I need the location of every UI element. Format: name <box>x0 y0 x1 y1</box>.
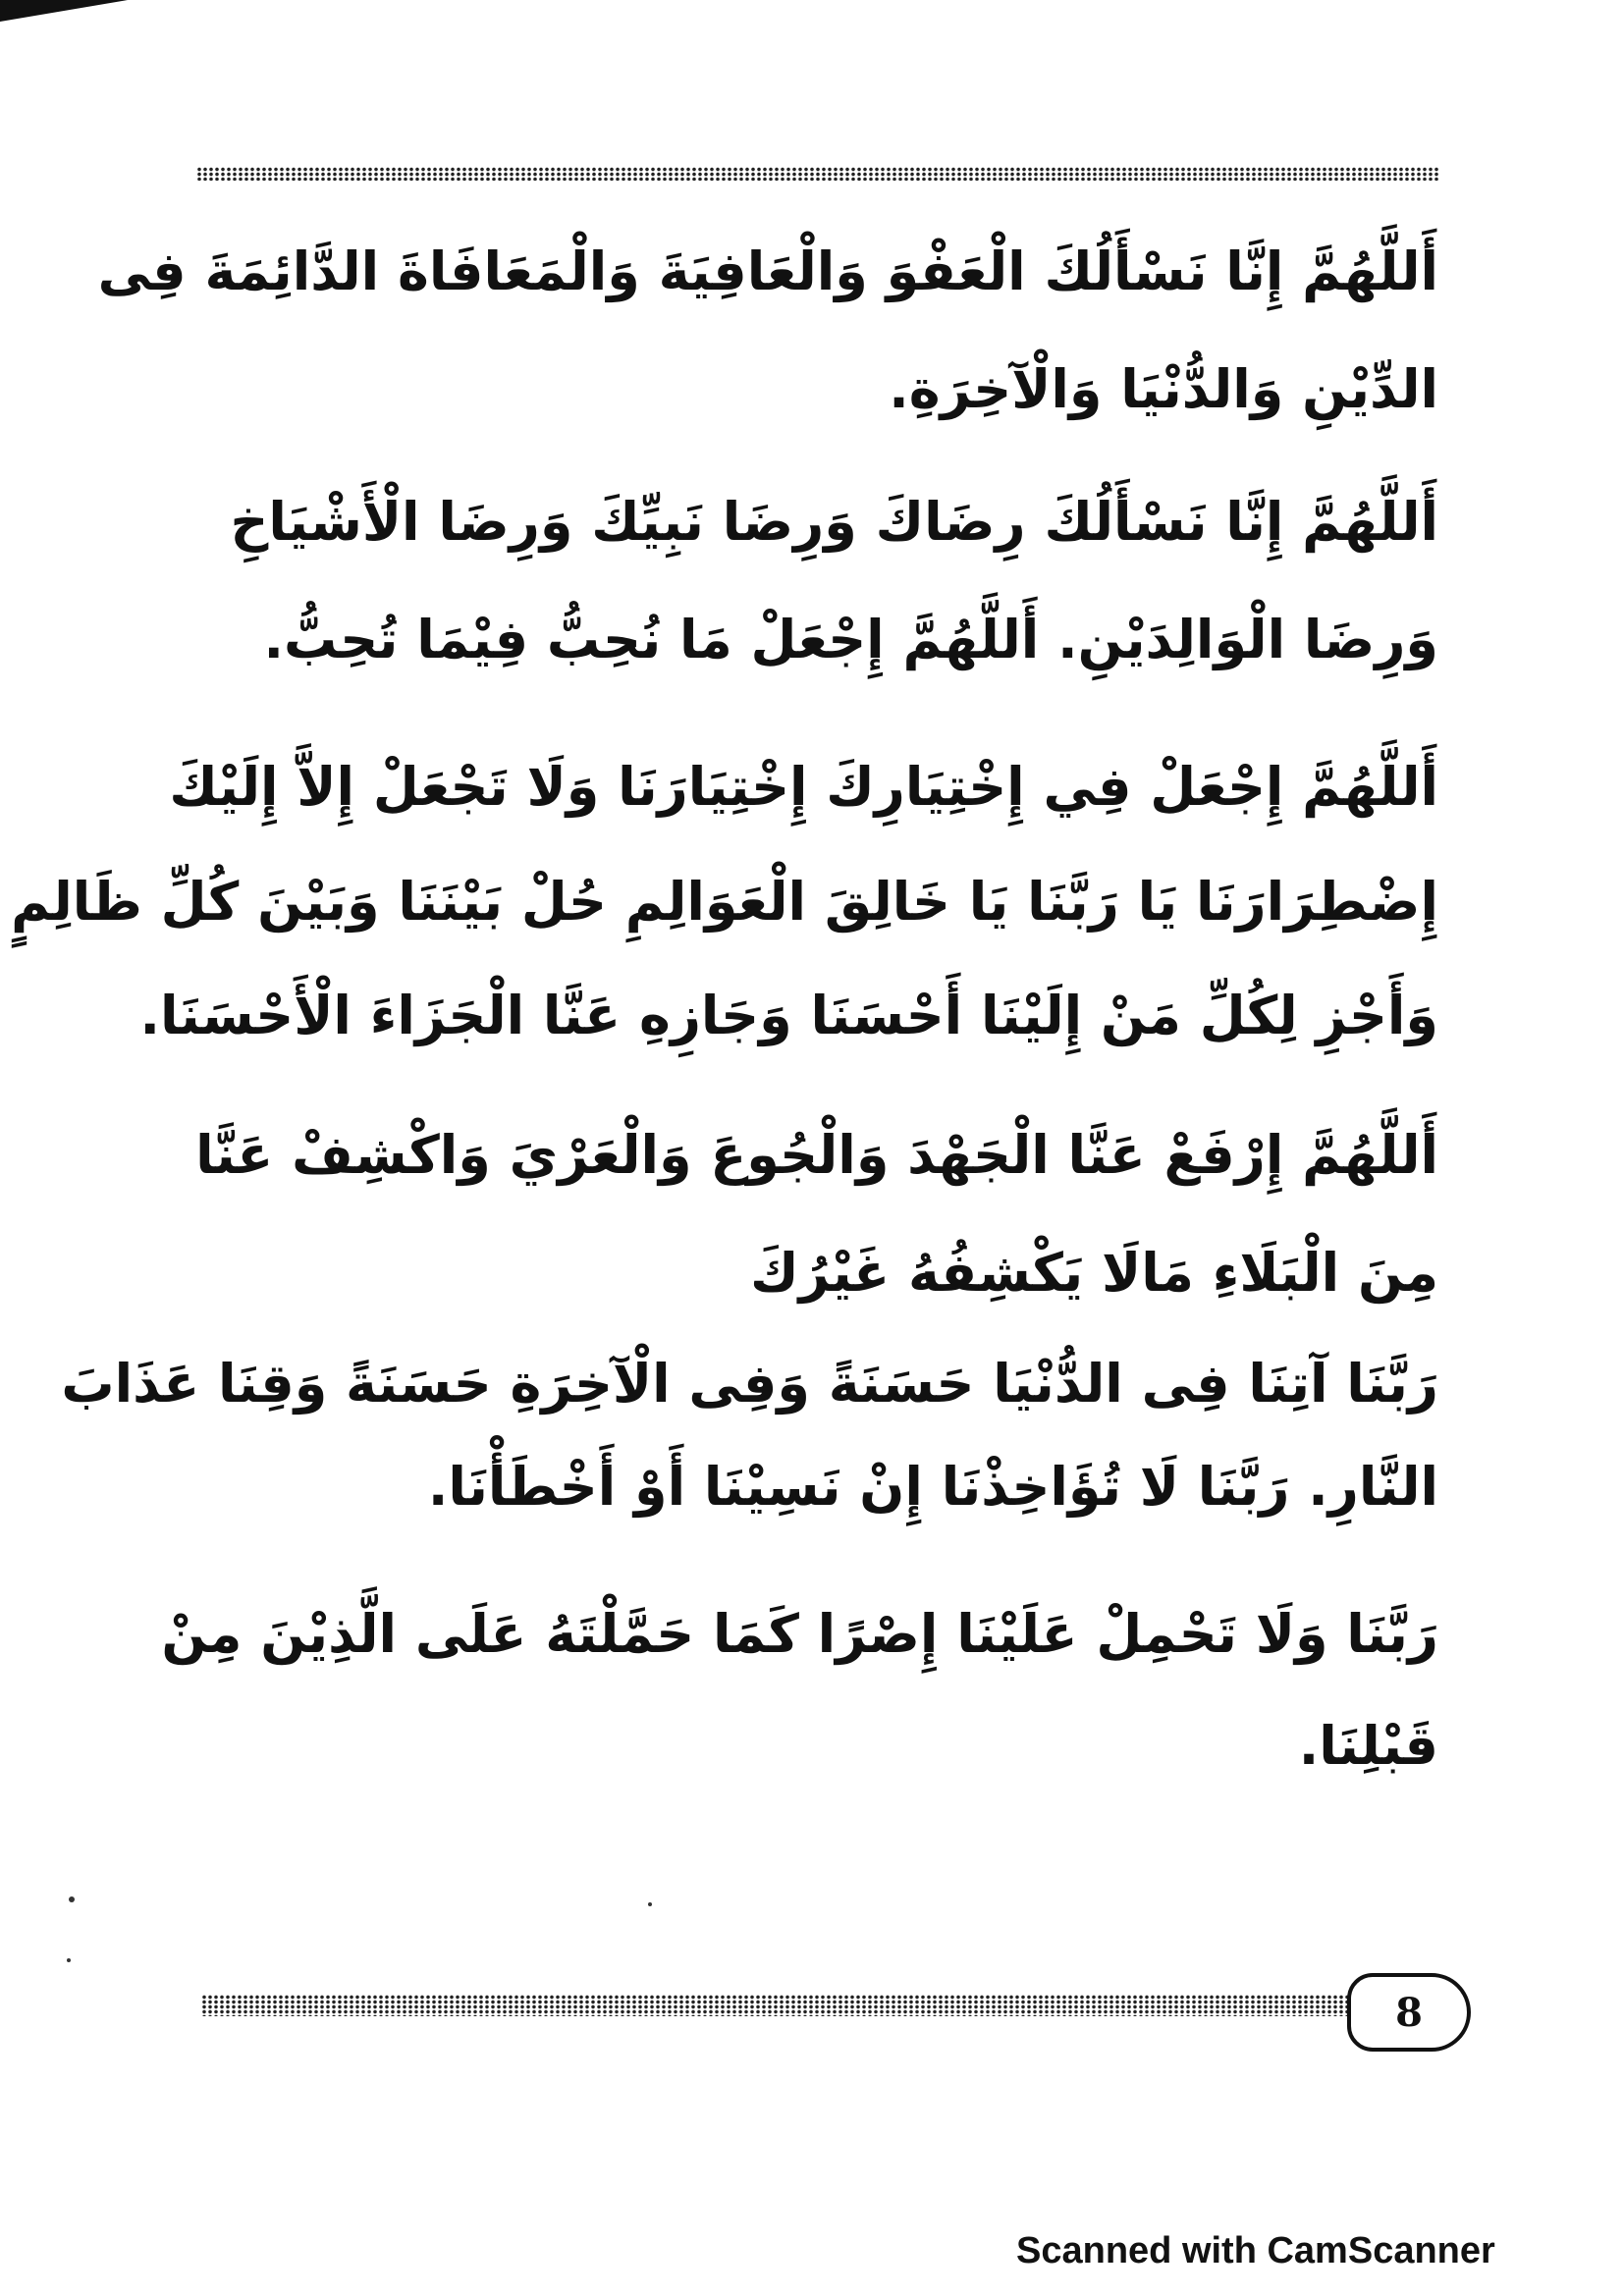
text-line: أَللَّهُمَّ إِجْعَلْ فِي إِخْتِيَارِكَ إِخْتِيَارَنَا وَلَا تَجْعَلْ إِلاَّ إِلَيْكَ <box>169 756 1438 818</box>
scan-speck <box>69 1896 75 1902</box>
text-line: أَللَّهُمَّ إِنَّا نَسْأَلُكَ الْعَفْوَ وَالْعَافِيَةَ وَالْمَعَافَاةَ الدَّائِمَةَ فِى <box>97 240 1438 302</box>
text-line: النَّارِ. رَبَّنَا لَا تُؤَاخِذْنَا إِنْ نَسِيْنَا أَوْ أَخْطَأْنَا. <box>427 1456 1438 1518</box>
scan-speck <box>67 1958 71 1962</box>
text-line: وَرِضَا الْوَالِدَيْنِ. أَللَّهُمَّ إِجْعَلْ مَا نُحِبُّ فِيْمَا تُحِبُّ. <box>263 609 1438 670</box>
text-line: إِضْطِرَارَنَا يَا رَبَّنَا يَا خَالِقَ الْعَوَالِمِ حُلْ بَيْنَنَا وَبَيْنَ كُلِّ ظَالِمٍ <box>11 871 1438 933</box>
bottom-dotted-rule <box>201 1995 1350 2016</box>
text-line: مِنَ الْبَلَاءِ مَالَا يَكْشِفُهُ غَيْرُكَ <box>750 1242 1438 1304</box>
text-line: أَللَّهُمَّ إِرْفَعْ عَنَّا الْجَهْدَ وَالْجُوعَ وَالْعَرْيَ وَاكْشِفْ عَنَّا <box>195 1124 1438 1186</box>
page-number: 8 <box>1347 1973 1471 2052</box>
text-line: أَللَّهُمَّ إِنَّا نَسْأَلُكَ رِضَاكَ وَرِضَا نَبِيِّكَ وَرِضَا الْأَشْيَاخِ <box>230 491 1438 553</box>
scan-edge-mark <box>0 0 128 22</box>
text-line: الدِّيْنِ وَالدُّنْيَا وَالْآخِرَةِ. <box>889 358 1438 420</box>
text-line: رَبَّنَا آتِنَا فِى الدُّنْيَا حَسَنَةً وَفِى الْآخِرَةِ حَسَنَةً وَقِنَا عَذَابَ <box>61 1353 1438 1415</box>
text-line: قَبْلِنَا. <box>1298 1715 1438 1777</box>
top-dotted-rule <box>196 167 1438 181</box>
text-line: وَأَجْزِ لِكُلِّ مَنْ إِلَيْنَا أَحْسَنَا وَجَازِهِ عَنَّا الْجَزَاءَ الْأَحْسَنَا. <box>139 985 1438 1046</box>
text-line: رَبَّنَا وَلَا تَحْمِلْ عَلَيْنَا إِصْرًا كَمَا حَمَّلْتَهُ عَلَى الَّذِيْنَ مِنْ <box>161 1603 1438 1665</box>
scan-speck <box>648 1902 652 1906</box>
scanner-watermark: Scanned with CamScanner <box>1016 2230 1495 2271</box>
